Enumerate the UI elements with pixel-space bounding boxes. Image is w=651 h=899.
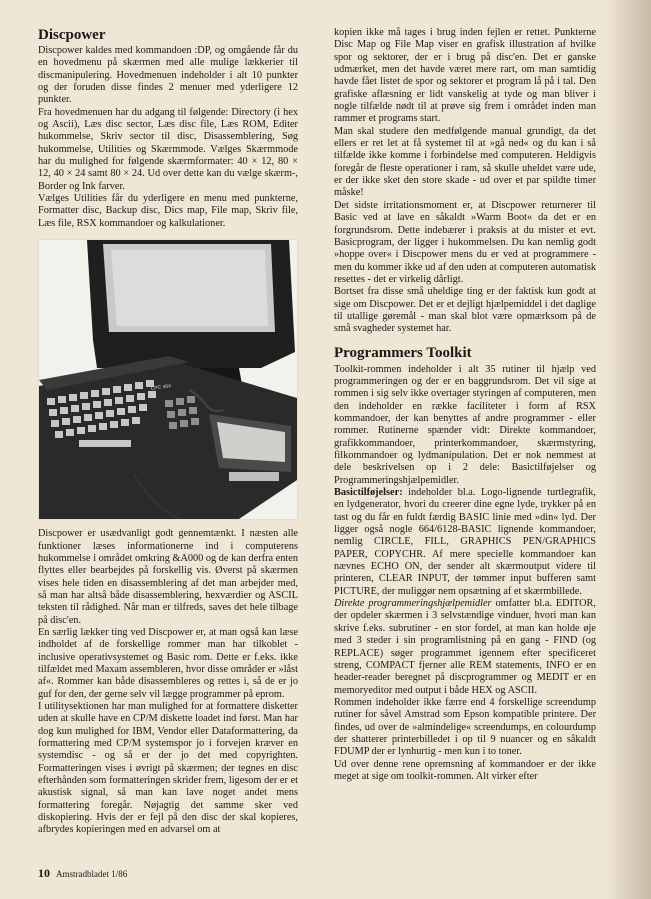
programming-text: omfatter bl.a. EDITOR, der opdeler skærmen i 3 selvstændige vinduer, hvori man kan skrive f.eks. subrutiner - en stor fordel, at man kan holde øje med 3 steder i sin programlistning på en gang - FIND (og REPLACE) søger programmet igennem efter specificeret streng, COMPACT fjerner alle REM statements, INFO er en header-reader beregnet på discprogrammer og MEDIT er en memoryeditor med output i både HEX og ASCII. (334, 598, 597, 696)
keyboard-model-label: CPC 464 (150, 383, 172, 393)
page-number: 10 (38, 866, 50, 880)
paragraph-basic (334, 487, 596, 598)
paragraph: Rommen indeholder ikke færre end 4 forskellige screendump rutiner for såvel Amstrad som Epson kompatible printere. Der findes, ud over de »almindelige« screendumps, en colourdump der shatterer printerbilledet i op til 9 nuancer og en såkaldt FDUMP der er lynhurtig - men kun i to toner. (334, 696, 596, 758)
paragraph: Toolkit-rommen indeholder i alt 35 rutiner til hjælp ved programmeringen og der er en baggrundsrom. Det vil sige at rommen i sig selv ikke overtager styringen af computeren, men den indeholder en række faciliteter i form af RSX kommandoer, der kan benyttes af andre programmer - eller rommer. Rutinerne spænder vidt: Direkte kommandoer, grafikkommandoer, printerkommandoer, skærmstyring, filkommandoer og lydmanipulation. Det er nok nemmest at dele beskrivelsen op i 2 dele: Basictilføjelser og Programmeringshjælpemidler. (334, 363, 596, 486)
basic-lead: Basictilføjelser: (334, 487, 403, 499)
programming-lead: Direkte programmeringshjælpemidler (334, 598, 492, 610)
basic-text: indeholder bl.a. Logo-lignende turtlegrafik, en lydgenerator, hvori du creerer dine egne lyde, trykker på en tast og du får en fuldt færdig BASIC linie med »din« lyd. Der ligger også nogle 664/6128-BASIC lignende kommandoer, nemlig CIRCLE, FILL, GRAPHICS PEN/GRAPHICS PAPER, COPYCHR. Af mere specielle kommandoer kan nævnes ECHO ON, der sender alt skærmoutput videre til printeren, CLEAR INPUT, der tømmer input bufferen samt PICTURE, der muliggør nem opsætning af et skærmbillede. (334, 487, 596, 597)
computer-photo (38, 239, 298, 520)
paragraph: En særlig lækker ting ved Discpower er, at man også kan læse indholdet af de forskellige rommer man har tilkoblet - inclusive operativsystemet og Basic rom. Dette er f.eks. ikke tilfældet med Maxam assembleren, hvor disse områder er »låst af«. Rommer kan både disassembleres og rettes i, så de er jo guf for den, der gerne selv vil lægge programmer på eprom. (38, 626, 298, 700)
paragraph: Man skal studere den medfølgende manual grundigt, da det ellers er ret let at få systemet til at »gå ned« og du kan i så tilfælde ikke komme i forbindelse med computeren. Heldigvis foregår de fleste operationer i ram, så skulle uheldet være ude, er der ikke sket den store skade - ud over et par spildte timer måske! (334, 125, 596, 199)
paragraph: Vælges Utilities får du yderligere en menu med punkterne, Formatter disc, Backup disc, Dics map, File map, Skriv file, Læs file, RSX kommandoer og kalkulationer. (38, 193, 298, 229)
paragraph: Discpower kaldes med kommandoen :DP, og omgående får du en hovedmenu på skærmen med alle mulige lækkerier til discmanipulering. Hovedmenuen indeholder i alt 10 punkter og der foruden disse findes 2 menuer med yderligere 12 punkter. (38, 45, 298, 106)
paragraph: Discpower er usædvanligt godt gennemtænkt. I næsten alle funktioner læses informationerne ind i computerens hukommelse i området omkring &A000 og de kan derfra enten flyttes eller bearbejdes på forskellig vis. Øverst på skærmen vises hele tiden en disassemblering af det man arbejder med, så man har altså både disassemblering, hexværdier og ASCIL teksten til rådighed. Når man er tilfreds, saves det hele tilbage på disc'en. (38, 528, 298, 626)
right-column (334, 27, 596, 783)
page-edge-shadow (605, 0, 651, 899)
paragraph: Fra hovedmenuen har du adgang til følgende: Directory (i hex og Ascii), Læs disc sector, Læs disc file, Læs ROM, Editer hukommelse, Skriv sector til disc, Disassemblering, Søg hukommelse, Utilities og Skærmmode. Vælges Skærmmode har du mulighed for følgende skærmformater: 40 × 12, 80 × 12, 40 × 24 samt 80 × 24. Ud over dette kan du vælge skærm-, Border og Ink farver. (38, 106, 298, 192)
paragraph: Det sidste irritationsmoment er, at Discpower returnerer til Basic ved at lave en såkaldt »Warm Boot« da det er en forgrundsrom. Dette indebærer i praksis at du mister et evt. Basicprogram, der ligger i hukommelsen. Du kan nemlig godt »hoppe over« i Discpower mens du er ved at programmere - men du kommer ikke ud af den uden at computeren automatisk resettes - det er virkelig dårligt. (334, 199, 596, 285)
magazine-name: Amstradbladet 1/86 (56, 869, 128, 879)
page-footer (38, 866, 127, 881)
section-heading-toolkit: Programmers Toolkit (334, 344, 472, 361)
paragraph: Ud over denne rene opremsning af kommandoer er der ikke meget at sige om toolkit-rommen. Alt virker efter (334, 758, 596, 782)
section-heading-discpower: Discpower (38, 27, 106, 43)
paragraph-programming (334, 598, 596, 697)
paragraph: Bortset fra disse små uheldige ting er der faktisk kun godt at sige om Discpower. Det er et dejligt hjælpemiddel i det daglige til utallige gøremål - man skal blot være opmærksom på de små svagheder systemet har. (334, 286, 596, 335)
left-column (38, 27, 298, 837)
paragraph: I utilitysektionen har man mulighed for at formattere disketter uden at skulle have en CP/M diskette loadet ind først. Man har dog kun mulighed for IBM, Vendor eller Dataformattering, da formattering med CP/M systemspor jo i forvejen kræver en systemdisc - og så er der jo det med copyrighten. Formatteringen vises i øvrigt på skærmen; der tegnes en disc efterhånden som formatteringen skrider frem, ligesom der er et akustisk signal, så man kan lave noget andet mens formattering foregår. Nøjagtig det samme sker ved diskopiering. Hvis der er fejl på den disc der skal kopieres, afbrydes kopieringen med en advarsel om at (38, 700, 298, 836)
paragraph: kopien ikke må tages i brug inden fejlen er rettet. Punkterne Disc Map og File Map viser en grafisk illustration af hvilke spor og sektorer, der er i brug på disc'en. Det er ganske udmærket, men det havde været mere rart, om man samtidig havde fået listet de spor og sektorer et program lå på i tal. Den grafiske aflæsning er lidt vanskelig at tyde og man bliver i nogle tilfælde nødt til at prøve sig frem i området inden man rammer et programs start. (334, 27, 596, 125)
